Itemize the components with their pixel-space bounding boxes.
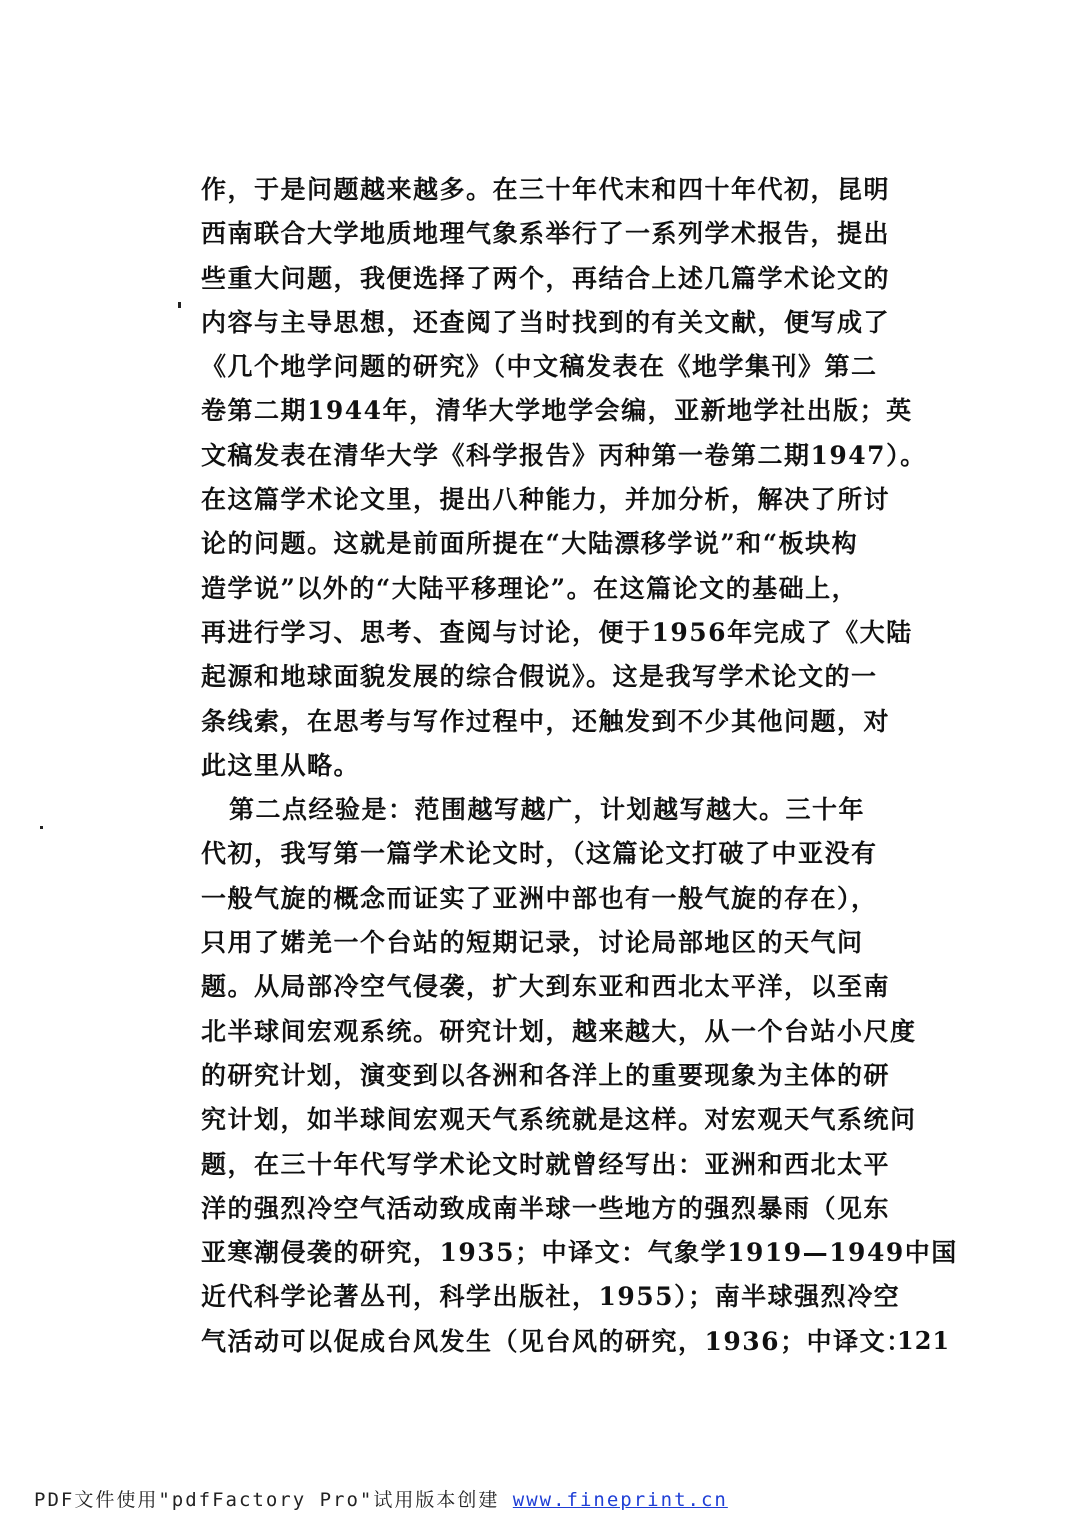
pdf-watermark-footer bbox=[34, 1485, 728, 1512]
text-line: 条线索，在思考与写作过程中，还触发到不少其他问题，对 bbox=[201, 706, 891, 736]
text-line: 究计划，如半球间宏观天气系统就是这样。对宏观天气系统问 bbox=[201, 1105, 917, 1135]
text-line: 只用了婼羌一个台站的短期记录，讨论局部地区的天气问 bbox=[201, 928, 864, 958]
text-line: 起源和地球面貌发展的综合假说》。这是我写学术论文的一 bbox=[201, 662, 878, 692]
text-line: 的研究计划，演变到以各洲和各洋上的重要现象为主体的研 bbox=[201, 1060, 891, 1090]
scan-speck bbox=[40, 826, 43, 829]
text-line: 些重大问题，我便选择了两个，再结合上述几篇学术论文的 bbox=[201, 263, 891, 293]
text-line: 内容与主导思想，还查阅了当时找到的有关文献，便写成了 bbox=[201, 307, 891, 337]
text-line: 近代科学论著丛刊，科学出版社，1955）；南半球强烈冷空 bbox=[201, 1282, 901, 1312]
text-line: 此这里从略。 bbox=[201, 750, 361, 780]
text-line: 洋的强烈冷空气活动致成南半球一些地方的强烈暴雨（见东 bbox=[201, 1193, 891, 1223]
text-line: 题，在三十年代写学术论文时就曾经写出：亚洲和西北太平 bbox=[201, 1149, 891, 1179]
text-line: 《几个地学问题的研究》（中文稿发表在《地学集刊》第二 bbox=[201, 352, 878, 382]
text-line: 论的问题。这就是前面所提在“大陆漂移学说”和“板块构 bbox=[201, 529, 859, 559]
page-number: 121 bbox=[897, 1326, 951, 1355]
text-line: 作，于是问题越来越多。在三十年代末和四十年代初，昆明 bbox=[201, 175, 891, 204]
text-line: 代初，我写第一篇学术论文时，（这篇论文打破了中亚没有 bbox=[201, 839, 878, 869]
text-line: 再进行学习、思考、查阅与讨论，便于1956年完成了《大陆 bbox=[201, 617, 913, 647]
watermark-text: PDF文件使用"pdfFactory Pro"试用版本创建 bbox=[34, 1489, 500, 1511]
text-line: 亚寒潮侵袭的研究，1935；中译文：气象学1919—1949中国 bbox=[201, 1238, 958, 1268]
text-line: 卷第二期1944年，清华大学地学会编，亚新地学社出版；英 bbox=[201, 396, 913, 426]
fineprint-link[interactable]: www.fineprint.cn bbox=[512, 1489, 728, 1511]
text-line: 在这篇学术论文里，提出八种能力，并加分析，解决了所讨 bbox=[201, 485, 891, 515]
text-line: 文稿发表在清华大学《科学报告》丙种第一卷第二期1947）。 bbox=[201, 440, 927, 470]
text-line: 造学说”以外的“大陆平移理论”。在这篇论文的基础上， bbox=[201, 573, 859, 603]
text-line: 题。从局部冷空气侵袭，扩大到东亚和西北太平洋，以至南 bbox=[201, 972, 891, 1002]
text-line: 西南联合大学地质地理气象系举行了一系列学术报告，提出 bbox=[201, 219, 891, 249]
text-line: 气活动可以促成台风发生（见台风的研究，1936；中译文： bbox=[201, 1326, 913, 1356]
body-text bbox=[201, 168, 971, 1364]
text-line: 一般气旋的概念而证实了亚洲中部也有一般气旋的存在）， bbox=[201, 883, 878, 913]
paragraph-start-line: 第二点经验是：范围越写越广，计划越写越大。三十年 bbox=[229, 795, 866, 825]
text-line: 北半球间宏观系统。研究计划，越来越大，从一个台站小尺度 bbox=[201, 1016, 917, 1046]
scan-speck bbox=[178, 302, 181, 308]
